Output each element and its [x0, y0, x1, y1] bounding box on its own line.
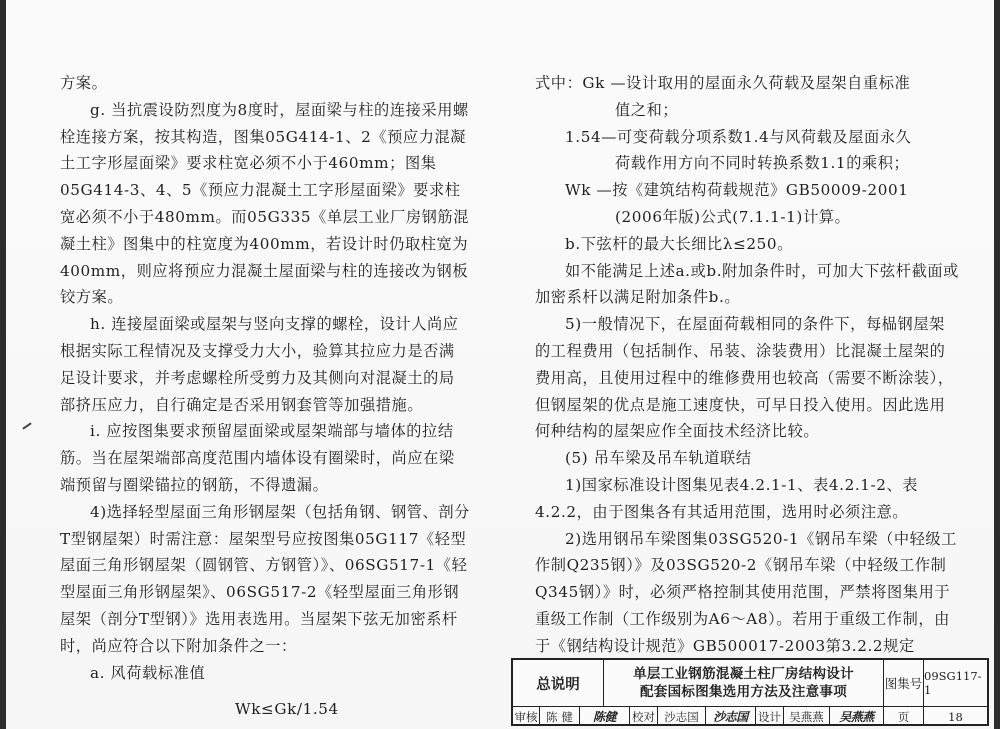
page-number: 18 — [923, 707, 987, 726]
paragraph: 5)一般情况下，在屋面荷载相同的条件下，每榀钢屋架的工程费用（包括制作、吊装、涂装费用）比混凝土屋架的费用高，且使用过程中的维修费用也较高（需要不断涂装），但钢屋架的优点是施工速度快，可早日投入使用。因此选用何种结构的屋架应作全面技术经济比较。 — [535, 315, 954, 441]
paragraph: Wk —按《建筑结构荷载规范》GB50009-2001 — [565, 181, 909, 200]
paragraph: 方案。 — [60, 74, 108, 92]
paragraph: 1)国家标准设计图集见表4.2.1-1、表4.2.1-2、表4.2.2，由于图集各有其适用范围，选用时必须注意。 — [535, 475, 919, 521]
paragraph: 如不能满足上述a.或b.附加条件时，可加大下弦杆截面或加密系杆以满足附加条件b.。 — [535, 261, 959, 307]
set-number: 09SG117-1 — [923, 660, 987, 706]
margin-mark — [22, 422, 31, 429]
paragraph: 4)选择轻型屋面三角形钢屋架（包括角钢、钢管、剖分T型钢屋架）时需注意：屋架型号应按图集05G117《轻型屋面三角形钢屋架（圆钢管、方钢管）》、06SG517-1《轻型屋面三角形钢屋架》、06SG517-2《轻型屋面三角形钢屋架（剖分T型钢）》选用表选用。当屋架下弦无加密系杆时，尚应符合以下附加条件之一： — [60, 502, 470, 655]
drawing-title — [603, 660, 883, 706]
right-text-column — [535, 70, 960, 660]
page-label: 页 — [883, 707, 923, 726]
left-text-column — [60, 70, 470, 723]
paragraph: a. 风荷载标准值 — [90, 663, 206, 682]
paragraph: Wk≤Gk/1.54 — [235, 700, 339, 719]
paragraph: 式中：Gk —设计取用的屋面永久荷载及屋架自重标准 — [535, 74, 911, 92]
designer-name: 吴燕燕 — [783, 707, 829, 726]
title-block — [511, 658, 989, 726]
paragraph: 荷载作用方向不同时转换系数1.1的乘积； — [615, 154, 910, 173]
drawing-title-line1: 单层工业钢筋混凝土柱厂房结构设计 — [633, 666, 854, 682]
check-label: 校对 — [629, 707, 657, 726]
paragraph: g. 当抗震设防烈度为8度时，屋面梁与柱的连接采用螺栓连接方案，按其构造，图集05G414-1、2《预应力混凝土工字形屋面梁》要求柱宽必须不小于460mm；图集05G414-3、4、5《预应力混凝土工字形屋面梁》要求柱宽必须不小于480mm。而05G335《单层工业厂房钢筋混凝土柱》图集中的柱宽度为400mm，若设计时仍取柱宽为400mm，则应将预应力混凝土屋面梁与柱的连接改为钢板铰方案。 — [60, 100, 470, 307]
title-block-sign-row — [513, 707, 987, 726]
designer-signature: 吴燕燕 — [829, 707, 883, 726]
paragraph: b.下弦杆的最大长细比λ≤250。 — [565, 234, 793, 253]
reviewer-name: 陈 健 — [539, 707, 579, 726]
review-label: 审核 — [514, 709, 538, 724]
binding-gutter — [0, 0, 6, 729]
paragraph: i. 应按图集要求预留屋面梁或屋架端部与墙体的拉结筋。当在屋架端部高度范围内墙体设有圈梁时，尚应在梁端预留与圈梁锚拉的钢筋，不得遗漏。 — [60, 422, 455, 494]
paragraph: h. 连接屋面梁或屋架与竖向支撑的螺栓，设计人尚应根据实际工程情况及支撑受力大小，验算其拉应力是否满足设计要求，并考虑螺栓所受剪力及其侧向对混凝土的局部挤压应力，自行确定是否采用钢套管等加强措施。 — [60, 315, 459, 414]
paragraph: 2)选用钢吊车梁图集03SG520-1《钢吊车梁（中轻级工作制Q235钢）》及03SG520-2《钢吊车梁（中轻级工作制Q345钢）》时，必须严格控制其使用范围，严禁将图集用于重级工作制（工作级别为A6～A8）。若用于重级工作制，由于《钢结构设计规范》GB500017-2003第3.2.2规定 — [535, 529, 958, 655]
paragraph: (5) 吊车梁及吊车轨道联结 — [565, 449, 752, 468]
checker-signature: 沙志国 — [705, 707, 755, 726]
paragraph: (2006年版)公式(7.1.1-1)计算。 — [615, 207, 851, 226]
design-label: 设计 — [755, 707, 783, 726]
category-label: 总说明 — [536, 676, 580, 693]
reviewer-signature: 陈健 — [579, 707, 629, 726]
set-number-label: 图集号 — [883, 660, 923, 706]
checker-name: 沙志国 — [657, 707, 705, 726]
page-edge — [994, 0, 1000, 729]
paragraph: 值之和； — [615, 100, 679, 119]
title-block-header-row — [513, 660, 987, 707]
paragraph: 1.54—可变荷载分项系数1.4与风荷载及屋面永久 — [565, 127, 912, 146]
drawing-title-line2: 配套国标图集选用方法及注意事项 — [640, 684, 847, 700]
